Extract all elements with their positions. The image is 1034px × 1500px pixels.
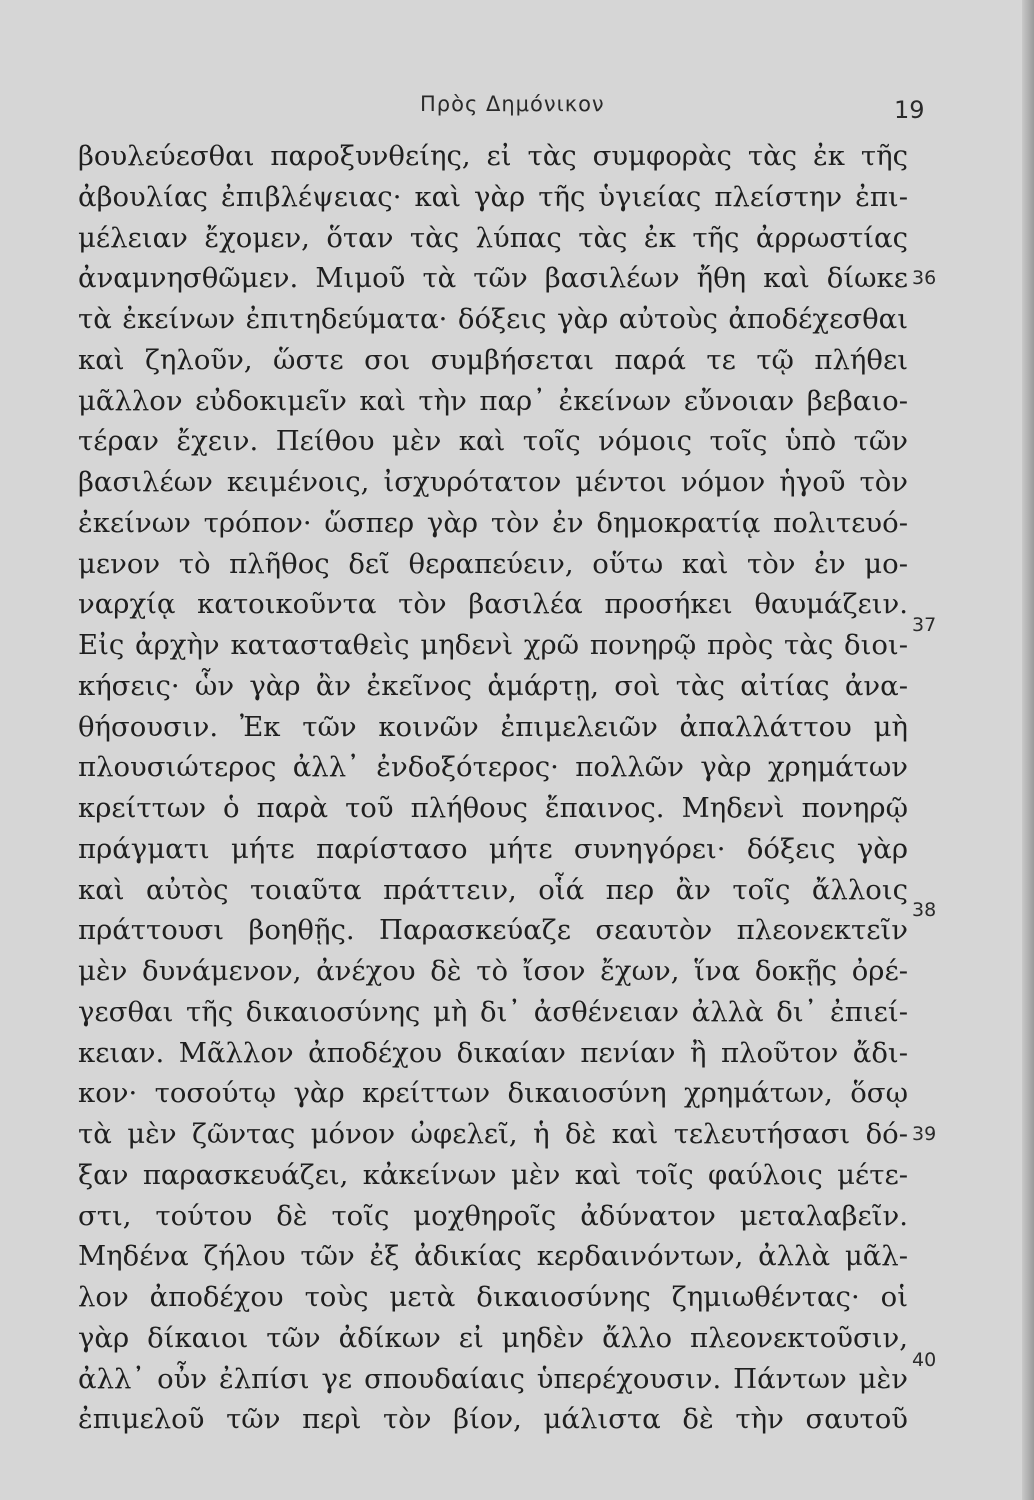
text-line: βουλεύεσθαι παροξυνθείης, εἰ τὰς συμφορὰς τὰς ἐκ τῆς xyxy=(78,140,908,172)
running-title: Πρὸς Δημόνικον xyxy=(420,92,605,116)
body-text xyxy=(78,136,908,1440)
running-head xyxy=(0,92,1034,132)
text-line: Μηδένα ζήλου τῶν ἐξ ἀδικίας κερδαινόντων, ἀλλὰ μᾶλ- xyxy=(78,1240,908,1273)
text-line: κον· τοσούτῳ γὰρ κρείττων δικαιοσύνη χρημάτων, ὅσῳ xyxy=(78,1077,908,1110)
text-line: ξαν παρασκευάζει, κἀκείνων μὲν καὶ τοῖς φαύλοις μέτε- xyxy=(78,1158,908,1191)
text-line: μὲν δυνάμενον, ἀνέχου δὲ τὸ ἴσον ἔχων, ἵνα δοκῇς ὀρέ- xyxy=(78,955,908,987)
text-line: καὶ αὐτὸς τοιαῦτα πράττειν, οἷά περ ἂν τοῖς ἄλλοις xyxy=(78,873,908,906)
text-line: ναρχίᾳ κατοικοῦντα τὸν βασιλέα προσήκει θαυμάζειν. xyxy=(78,588,908,621)
text-line: ἐκείνων τρόπον· ὥσπερ γὰρ τὸν ἐν δημοκρατίᾳ πολιτευό- xyxy=(78,506,908,539)
page-edge xyxy=(1022,0,1034,1500)
text-line: κήσεις· ὧν γὰρ ἂν ἐκεῖνος ἁμάρτῃ, σοὶ τὰς αἰτίας ἀνα- xyxy=(78,669,908,702)
text-line: βασιλέων κειμένοις, ἰσχυρότατον μέντοι νόμον ἡγοῦ τὸν xyxy=(78,466,908,498)
text-line: μέλειαν ἔχομεν, ὅταν τὰς λύπας τὰς ἐκ τῆς ἀρρωστίας xyxy=(78,221,908,254)
section-number: 36 xyxy=(912,267,937,289)
text-line: πλουσιώτερος ἀλλ᾽ ἐνδοξότερος· πολλῶν γὰρ χρημάτων xyxy=(78,751,908,784)
text-line: γεσθαι τῆς δικαιοσύνης μὴ δι᾽ ἀσθένειαν ἀλλὰ δι᾽ ἐπιεί- xyxy=(78,995,908,1028)
text-line: κειαν. Μᾶλλον ἀποδέχου δικαίαν πενίαν ἢ πλοῦτον ἄδι- xyxy=(78,1036,908,1069)
text-line: μᾶλλον εὐδοκιμεῖν καὶ τὴν παρ᾽ ἐκείνων εὔνοιαν βεβαιο- xyxy=(78,384,908,417)
text-line: τέραν ἔχειν. Πείθου μὲν καὶ τοῖς νόμοις τοῖς ὑπὸ τῶν xyxy=(78,425,908,458)
text-line: καὶ ζηλοῦν, ὥστε σοι συμβήσεται παρά τε τῷ πλήθει xyxy=(78,343,908,376)
text-line: γὰρ δίκαιοι τῶν ἀδίκων εἰ μηδὲν ἄλλο πλεονεκτοῦσιν, xyxy=(78,1321,908,1354)
page-number: 19 xyxy=(894,96,925,124)
text-line: λον ἀποδέχου τοὺς μετὰ δικαιοσύνης ζημιωθέντας· οἱ xyxy=(78,1281,908,1313)
text-line: τὰ ἐκείνων ἐπιτηδεύματα· δόξεις γὰρ αὐτοὺς ἀποδέχεσθαι xyxy=(78,303,908,335)
text-line: μενον τὸ πλῆθος δεῖ θεραπεύειν, οὕτω καὶ τὸν ἐν μο- xyxy=(78,547,908,580)
section-number: 39 xyxy=(912,1123,937,1145)
text-line: πράττουσι βοηθῇς. Παρασκεύαζε σεαυτὸν πλεονεκτεῖν xyxy=(78,914,908,947)
section-number: 37 xyxy=(912,614,937,636)
text-line: πράγματι μήτε παρίστασο μήτε συνηγόρει· δόξεις γὰρ xyxy=(78,832,908,865)
text-line: στι, τούτου δὲ τοῖς μοχθηροῖς ἀδύνατον μεταλαβεῖν. xyxy=(78,1199,908,1232)
text-line: τὰ μὲν ζῶντας μόνον ὠφελεῖ, ἡ δὲ καὶ τελευτήσασι δό- xyxy=(78,1118,908,1150)
text-line: ἀλλ᾽ οὖν ἐλπίσι γε σπουδαίαις ὑπερέχουσιν. Πάντων μὲν xyxy=(78,1362,908,1395)
text-line: θήσουσιν. Ἐκ τῶν κοινῶν ἐπιμελειῶν ἀπαλλάττου μὴ xyxy=(78,710,908,743)
text-line: ἀβουλίας ἐπιβλέψειας· καὶ γὰρ τῆς ὑγιείας πλείστην ἐπι- xyxy=(78,180,908,213)
text-line: κρείττων ὁ παρὰ τοῦ πλήθους ἔπαινος. Μηδενὶ πονηρῷ xyxy=(78,792,908,824)
section-number: 40 xyxy=(912,1349,937,1371)
section-number: 38 xyxy=(912,899,937,921)
text-line: Εἰς ἀρχὴν κατασταθεὶς μηδενὶ χρῶ πονηρῷ πρὸς τὰς διοι- xyxy=(78,629,908,661)
text-line: ἐπιμελοῦ τῶν περὶ τὸν βίον, μάλιστα δὲ τὴν σαυτοῦ xyxy=(78,1403,908,1436)
text-line: ἀναμνησθῶμεν. Μιμοῦ τὰ τῶν βασιλέων ἤθη καὶ δίωκε xyxy=(78,262,908,295)
